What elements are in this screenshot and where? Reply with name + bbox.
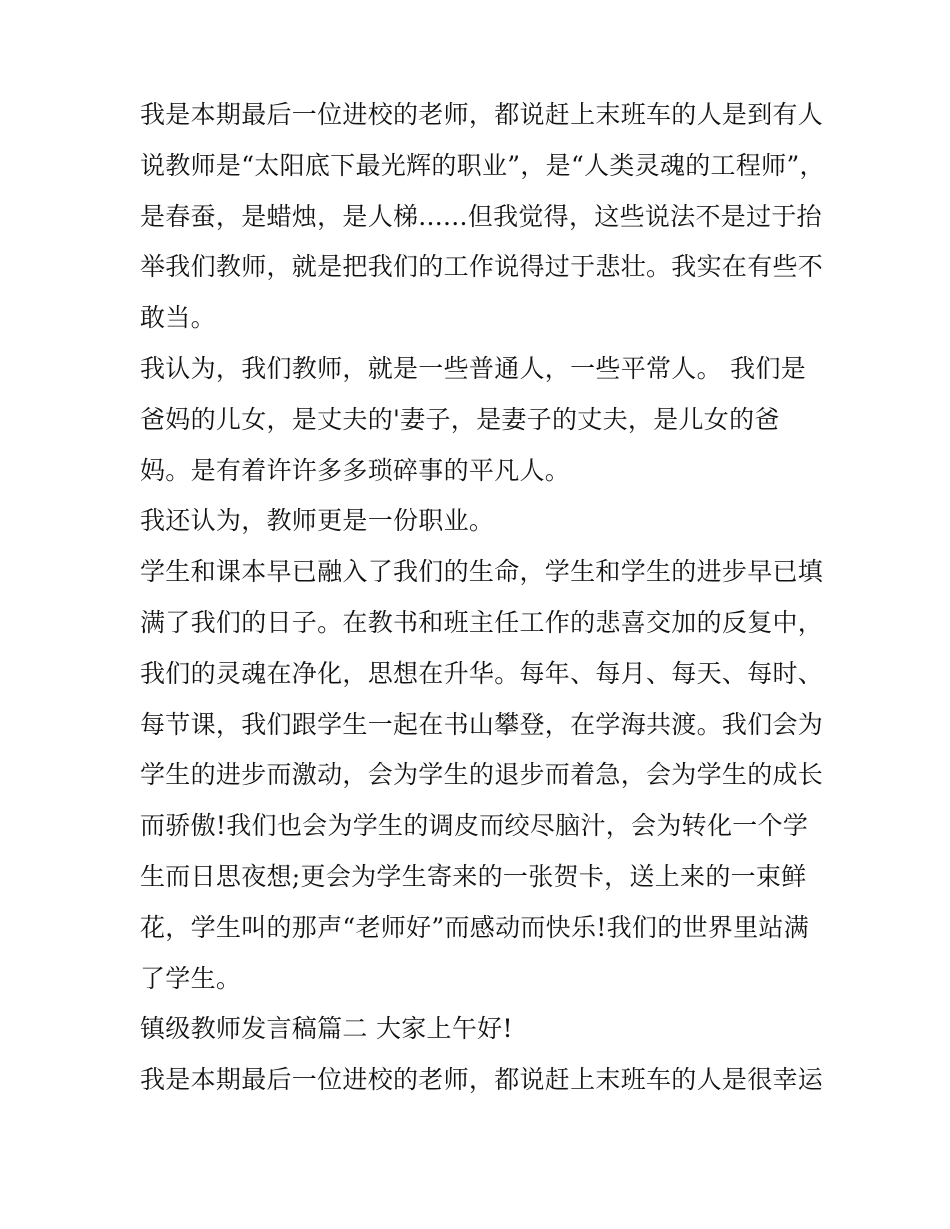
text-line: 爸妈的儿女，是丈夫的'妻子，是妻子的丈夫，是儿女的爸 [140,404,780,434]
text-line: 满了我们的日子。在教书和班主任工作的悲喜交加的反复中， [140,607,824,637]
text-line: 妈。是有着许许多多琐碎事的平凡人。 [140,455,571,485]
text-line: 是春蚕，是蜡烛，是人梯......但我觉得，这些说法不是过于抬 [140,201,822,231]
text-line: 举我们教师，就是把我们的工作说得过于悲壮。我实在有些不 [140,252,824,282]
text-line: 我是本期最后一位进校的老师，都说赶上末班车的人是到有人 [140,100,824,129]
text-line: 我们的灵魂在净化，思想在升华。每年、每月、每天、每时、 [140,658,824,688]
text-line: 说教师是“太阳底下最光辉的职业”，是“人类灵魂的工程师”， [140,150,825,180]
text-line: 我还认为，教师更是一份职业。 [140,506,495,536]
text-line: 而骄傲!我们也会为学生的调皮而绞尽脑汁，会为转化一个学 [140,811,809,841]
text-line: 了学生。 [140,963,242,993]
text-line: 敢当。 [140,303,216,333]
text-line: 我认为，我们教师，就是一些普通人，一些平常人。 我们是 [140,353,807,383]
text-line: 生而日思夜想;更会为学生寄来的一张贺卡，送上来的一束鲜 [140,861,807,891]
text-line: 每节课，我们跟学生一起在书山攀登，在学海共渡。我们会为 [140,709,824,739]
text-line: 学生和课本早已融入了我们的生命，学生和学生的进步早已填 [140,557,824,587]
text-line: 我是本期最后一位进校的老师，都说赶上末班车的人是很幸运 [140,1065,824,1095]
text-line: 花，学生叫的那声“老师好”而感动而快乐!我们的世界里站满 [140,912,810,942]
document-body [140,100,825,1118]
text-line: 学生的进步而激动，会为学生的退步而着急，会为学生的成长 [140,760,824,790]
section-heading: 镇级教师发言稿篇二 大家上午好! [140,1014,513,1044]
